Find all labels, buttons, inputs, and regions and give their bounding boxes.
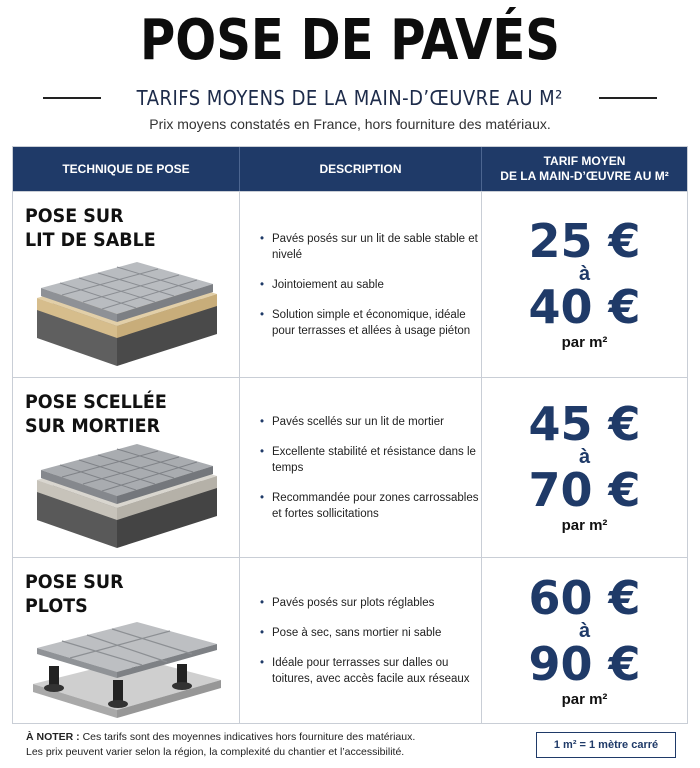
price-cell [482, 558, 687, 724]
price-min: 60 € [528, 570, 641, 625]
page-title: POSE DE PAVÉS [140, 8, 560, 73]
subtitle-row [0, 84, 700, 112]
list-item: • Excellente stabilité et résistance dans le temps [260, 444, 482, 476]
table-row [13, 191, 687, 377]
price-separator: à [578, 446, 591, 468]
list-item: • Pavés posés sur plots réglables [260, 595, 482, 611]
unit-legend-box: 1 m² = 1 mètre carré [536, 732, 676, 758]
price-cell [482, 192, 687, 377]
note-label: À NOTER : [26, 731, 80, 743]
description-cell [240, 192, 482, 377]
note-line1: Ces tarifs sont des moyennes indicatives hors fourniture des matériaux. [82, 731, 416, 743]
price-unit: par m² [561, 334, 608, 351]
list-item: • Pavés posés sur un lit de sable stable et nivelé [260, 231, 482, 263]
header-tarif-line2: DE LA MAIN-D’ŒUVRE AU M² [500, 169, 669, 183]
list-item: • Jointoiement au sable [260, 277, 482, 293]
description-cell [240, 558, 482, 724]
description-list [260, 378, 482, 557]
price-unit: par m² [561, 690, 608, 708]
intro-text: Prix moyens constatés en France, hors fourniture des matériaux. [149, 116, 551, 132]
description-cell [240, 378, 482, 557]
table-header [13, 147, 687, 191]
technique-cell [13, 378, 240, 557]
list-item: • Recommandée pour zones carrossables et fortes sollicitations [260, 490, 482, 522]
description-list [260, 558, 482, 724]
technique-cell [13, 558, 240, 724]
price-min: 45 € [528, 397, 641, 451]
technique-cell [13, 192, 240, 377]
subtitle-rule-right [599, 97, 657, 99]
sand-bed-paving-illustration [27, 258, 227, 368]
mortar-bed-paving-illustration [27, 440, 227, 550]
price-block [482, 558, 687, 724]
technique-name: POSE SCELLÉE SUR MORTIER [25, 391, 167, 437]
technique-name: POSE SUR PLOTS [25, 571, 124, 617]
technique-name: POSE SUR LIT DE SABLE [25, 205, 156, 251]
price-cell [482, 378, 687, 557]
price-max: 70 € [528, 463, 641, 517]
list-item: • Idéale pour terrasses sur dalles ou toitures, avec accès facile aux réseaux [260, 655, 482, 687]
header-technique: TECHNIQUE DE POSE [13, 147, 240, 191]
subtitle: TARIFS MOYENS DE LA MAIN-D’ŒUVRE AU M² [136, 86, 564, 110]
header-description: DESCRIPTION [240, 147, 482, 191]
description-list [260, 192, 482, 377]
pedestal-paving-illustration [27, 614, 227, 724]
list-item: • Solution simple et économique, idéale pour terrasses et allées à usage piéton [260, 307, 482, 339]
table-row [13, 377, 687, 557]
price-table [12, 146, 688, 724]
note-line2: Les prix peuvent varier selon la région, la complexité du chantier et l’accessibilité. [26, 746, 405, 758]
price-separator: à [578, 263, 591, 285]
price-min: 25 € [528, 214, 641, 268]
price-block [482, 378, 687, 557]
list-item: • Pavés scellés sur un lit de mortier [260, 414, 482, 430]
price-max: 90 € [528, 636, 641, 691]
footer-note [26, 730, 506, 760]
header-tarif [482, 147, 687, 191]
price-separator: à [578, 619, 591, 642]
list-item: • Pose à sec, sans mortier ni sable [260, 625, 482, 641]
subtitle-rule-left [43, 97, 101, 99]
table-row [13, 557, 687, 724]
price-unit: par m² [561, 517, 608, 534]
header-tarif-line1: TARIF MOYEN [543, 154, 626, 168]
price-block [482, 192, 687, 377]
price-max: 40 € [528, 280, 641, 334]
